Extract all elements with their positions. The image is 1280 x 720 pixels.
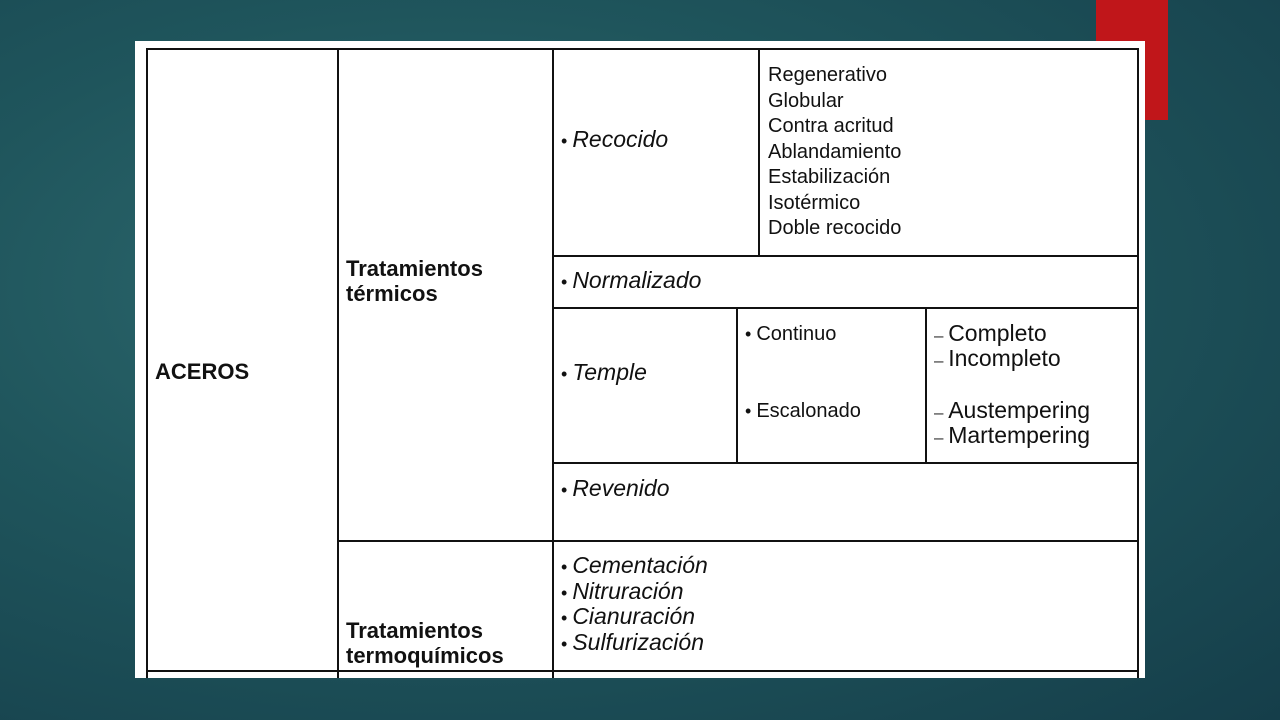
treatments-table — [135, 41, 1145, 678]
treatment-revenido: • Revenido — [561, 476, 670, 504]
row-line-temple — [552, 462, 1139, 464]
list-item: Ablandamiento — [768, 140, 902, 163]
border-bottom — [146, 670, 1139, 672]
list-item: • Cementación — [561, 553, 708, 581]
col-divider-2 — [552, 48, 554, 678]
treatment-recocido: • Recocido — [561, 127, 668, 155]
list-item: Isotérmico — [768, 191, 861, 214]
treatment-temple: • Temple — [561, 360, 647, 388]
border-left — [146, 48, 148, 678]
border-right — [1137, 48, 1139, 678]
list-item: • Sulfurización — [561, 630, 704, 658]
temple-subtype: – Martempering — [934, 423, 1090, 451]
temple-divider-1 — [736, 307, 738, 464]
thermochemical-group-label: Tratamientos termoquímicos — [346, 618, 504, 668]
row-line-normalizado — [552, 307, 1139, 309]
row-line-recocido — [552, 255, 1139, 257]
col-divider-1 — [337, 48, 339, 678]
material-label: ACEROS — [155, 359, 250, 384]
list-item: • Nitruración — [561, 579, 684, 607]
recocido-divider — [758, 48, 760, 256]
treatment-normalizado: • Normalizado — [561, 268, 701, 296]
list-item: Regenerativo — [768, 64, 887, 86]
temple-method-continuo: • Continuo — [745, 322, 836, 348]
list-item: Doble recocido — [768, 217, 902, 239]
border-top — [146, 48, 1139, 50]
list-item: Estabilización — [768, 166, 891, 188]
temple-subtype: – Austempering — [934, 398, 1090, 426]
temple-method-escalonado: • Escalonado — [745, 399, 861, 425]
list-item: Contra acritud — [768, 115, 894, 137]
temple-divider-2 — [925, 307, 927, 464]
temple-subtype: – Completo — [934, 321, 1047, 349]
thermal-group-label: Tratamientos térmicos — [346, 256, 483, 306]
list-item: Globular — [768, 89, 844, 112]
temple-subtype: – Incompleto — [934, 346, 1061, 374]
group-divider — [337, 540, 1139, 542]
list-item: • Cianuración — [561, 604, 695, 632]
